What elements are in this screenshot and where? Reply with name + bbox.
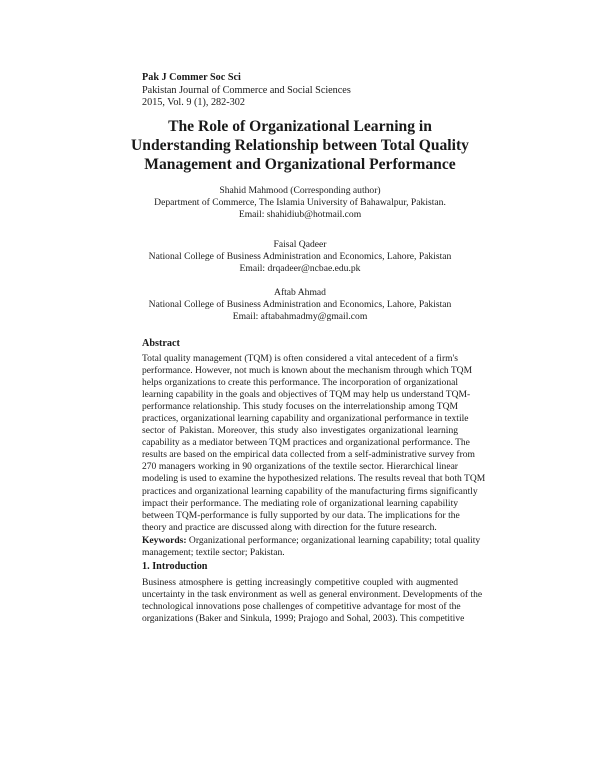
abstract-line: between TQM-performance is fully supported by our data. The implications for the: [142, 509, 460, 521]
author-name: Aftab Ahmad: [274, 287, 326, 298]
title-line: Management and Organizational Performance: [144, 156, 456, 173]
introduction-heading: 1. Introduction: [142, 561, 208, 572]
author-email: Email: shahidiub@hotmail.com: [238, 209, 362, 221]
abstract-line: impact their performance. The mediating role of organizational learning capability: [142, 497, 458, 509]
author-name: Shahid Mahmood (Corresponding author): [219, 185, 381, 196]
journal-full-name: Pakistan Journal of Commerce and Social Sciences: [142, 84, 351, 96]
author-email: Email: drqadeer@ncbae.edu.pk: [239, 263, 361, 275]
author-block-2: [130, 239, 470, 276]
title-line: Understanding Relationship between Total Quality: [131, 137, 469, 154]
author-name: Faisal Qadeer: [273, 239, 327, 250]
author-email: Email: aftabahmadmy@gmail.com: [232, 311, 368, 323]
keywords-line: management; textile sector; Pakistan.: [142, 547, 285, 559]
keywords-line: [142, 535, 481, 547]
introduction-line: Business atmosphere is getting increasingly competitive coupled with augmented: [142, 577, 458, 588]
journal-volume-info: 2015, Vol. 9 (1), 282-302: [142, 97, 245, 108]
introduction-line: uncertainty in the task environment as well as general environment. Developments of the: [142, 589, 483, 601]
abstract-line: modeling is used to examine the hypothesized relations. The results reveal that both TQM: [142, 473, 486, 485]
abstract-line: 270 managers working in 90 organizations of the textile sector. Hierarchical linear: [142, 461, 458, 473]
author-affiliation: National College of Business Administration and Economics, Lahore, Pakistan: [148, 251, 452, 263]
introduction-line: technological innovations pose challenges of competitive advantage for most of the: [142, 601, 461, 613]
author-affiliation: Department of Commerce, The Islamia University of Bahawalpur, Pakistan.: [154, 197, 446, 209]
abstract-line: capability as a mediator between TQM practices and organizational performance. The: [142, 437, 470, 449]
abstract-line: learning capability in the goals and objectives of TQM may help us understand TQM-: [142, 389, 471, 401]
author-block-1: [130, 185, 470, 222]
abstract-line: performance relationship. This study focuses on the interrelationship among TQM: [142, 401, 458, 413]
abstract-text: [142, 353, 486, 534]
introduction-text: [142, 577, 483, 625]
keywords: [142, 535, 481, 559]
abstract-line: helps organizations to create this performance. The incorporation of organizational: [142, 377, 458, 389]
abstract-line: practices, organizational learning capability and organizational performance in textile: [142, 413, 469, 425]
abstract-line: theory and practice are discussed along with direction for the future research.: [142, 521, 437, 533]
abstract-line: Total quality management (TQM) is often considered a vital antecedent of a firm's: [142, 353, 458, 364]
introduction-line: organizations (Baker and Sinkula, 1999; Prajogo and Sohal, 2003). This competitive: [142, 613, 465, 625]
author-block-3: [130, 287, 470, 324]
abstract-line: practices and organizational learning capability of the manufacturing firms significantly: [142, 485, 478, 497]
title-line: The Role of Organizational Learning in: [168, 118, 432, 135]
author-affiliation: National College of Business Administration and Economics, Lahore, Pakistan: [148, 299, 452, 311]
abstract-line: performance. However, not much is known about the mechanism through which TQM: [142, 365, 473, 377]
abstract-line: sector of Pakistan. Moreover, this study also investigates organizational learning: [142, 425, 458, 437]
keywords-text: Organizational performance; organizational learning capability; total quality: [186, 535, 481, 546]
keywords-label: Keywords:: [142, 535, 187, 546]
journal-short-name: Pak J Commer Soc Sci: [142, 72, 241, 83]
abstract-heading: Abstract: [142, 338, 180, 349]
journal-header: [142, 72, 462, 110]
paper-title: [120, 117, 480, 174]
abstract-line: results are based on the empirical data collected from a self-administrative survey from: [142, 449, 475, 461]
